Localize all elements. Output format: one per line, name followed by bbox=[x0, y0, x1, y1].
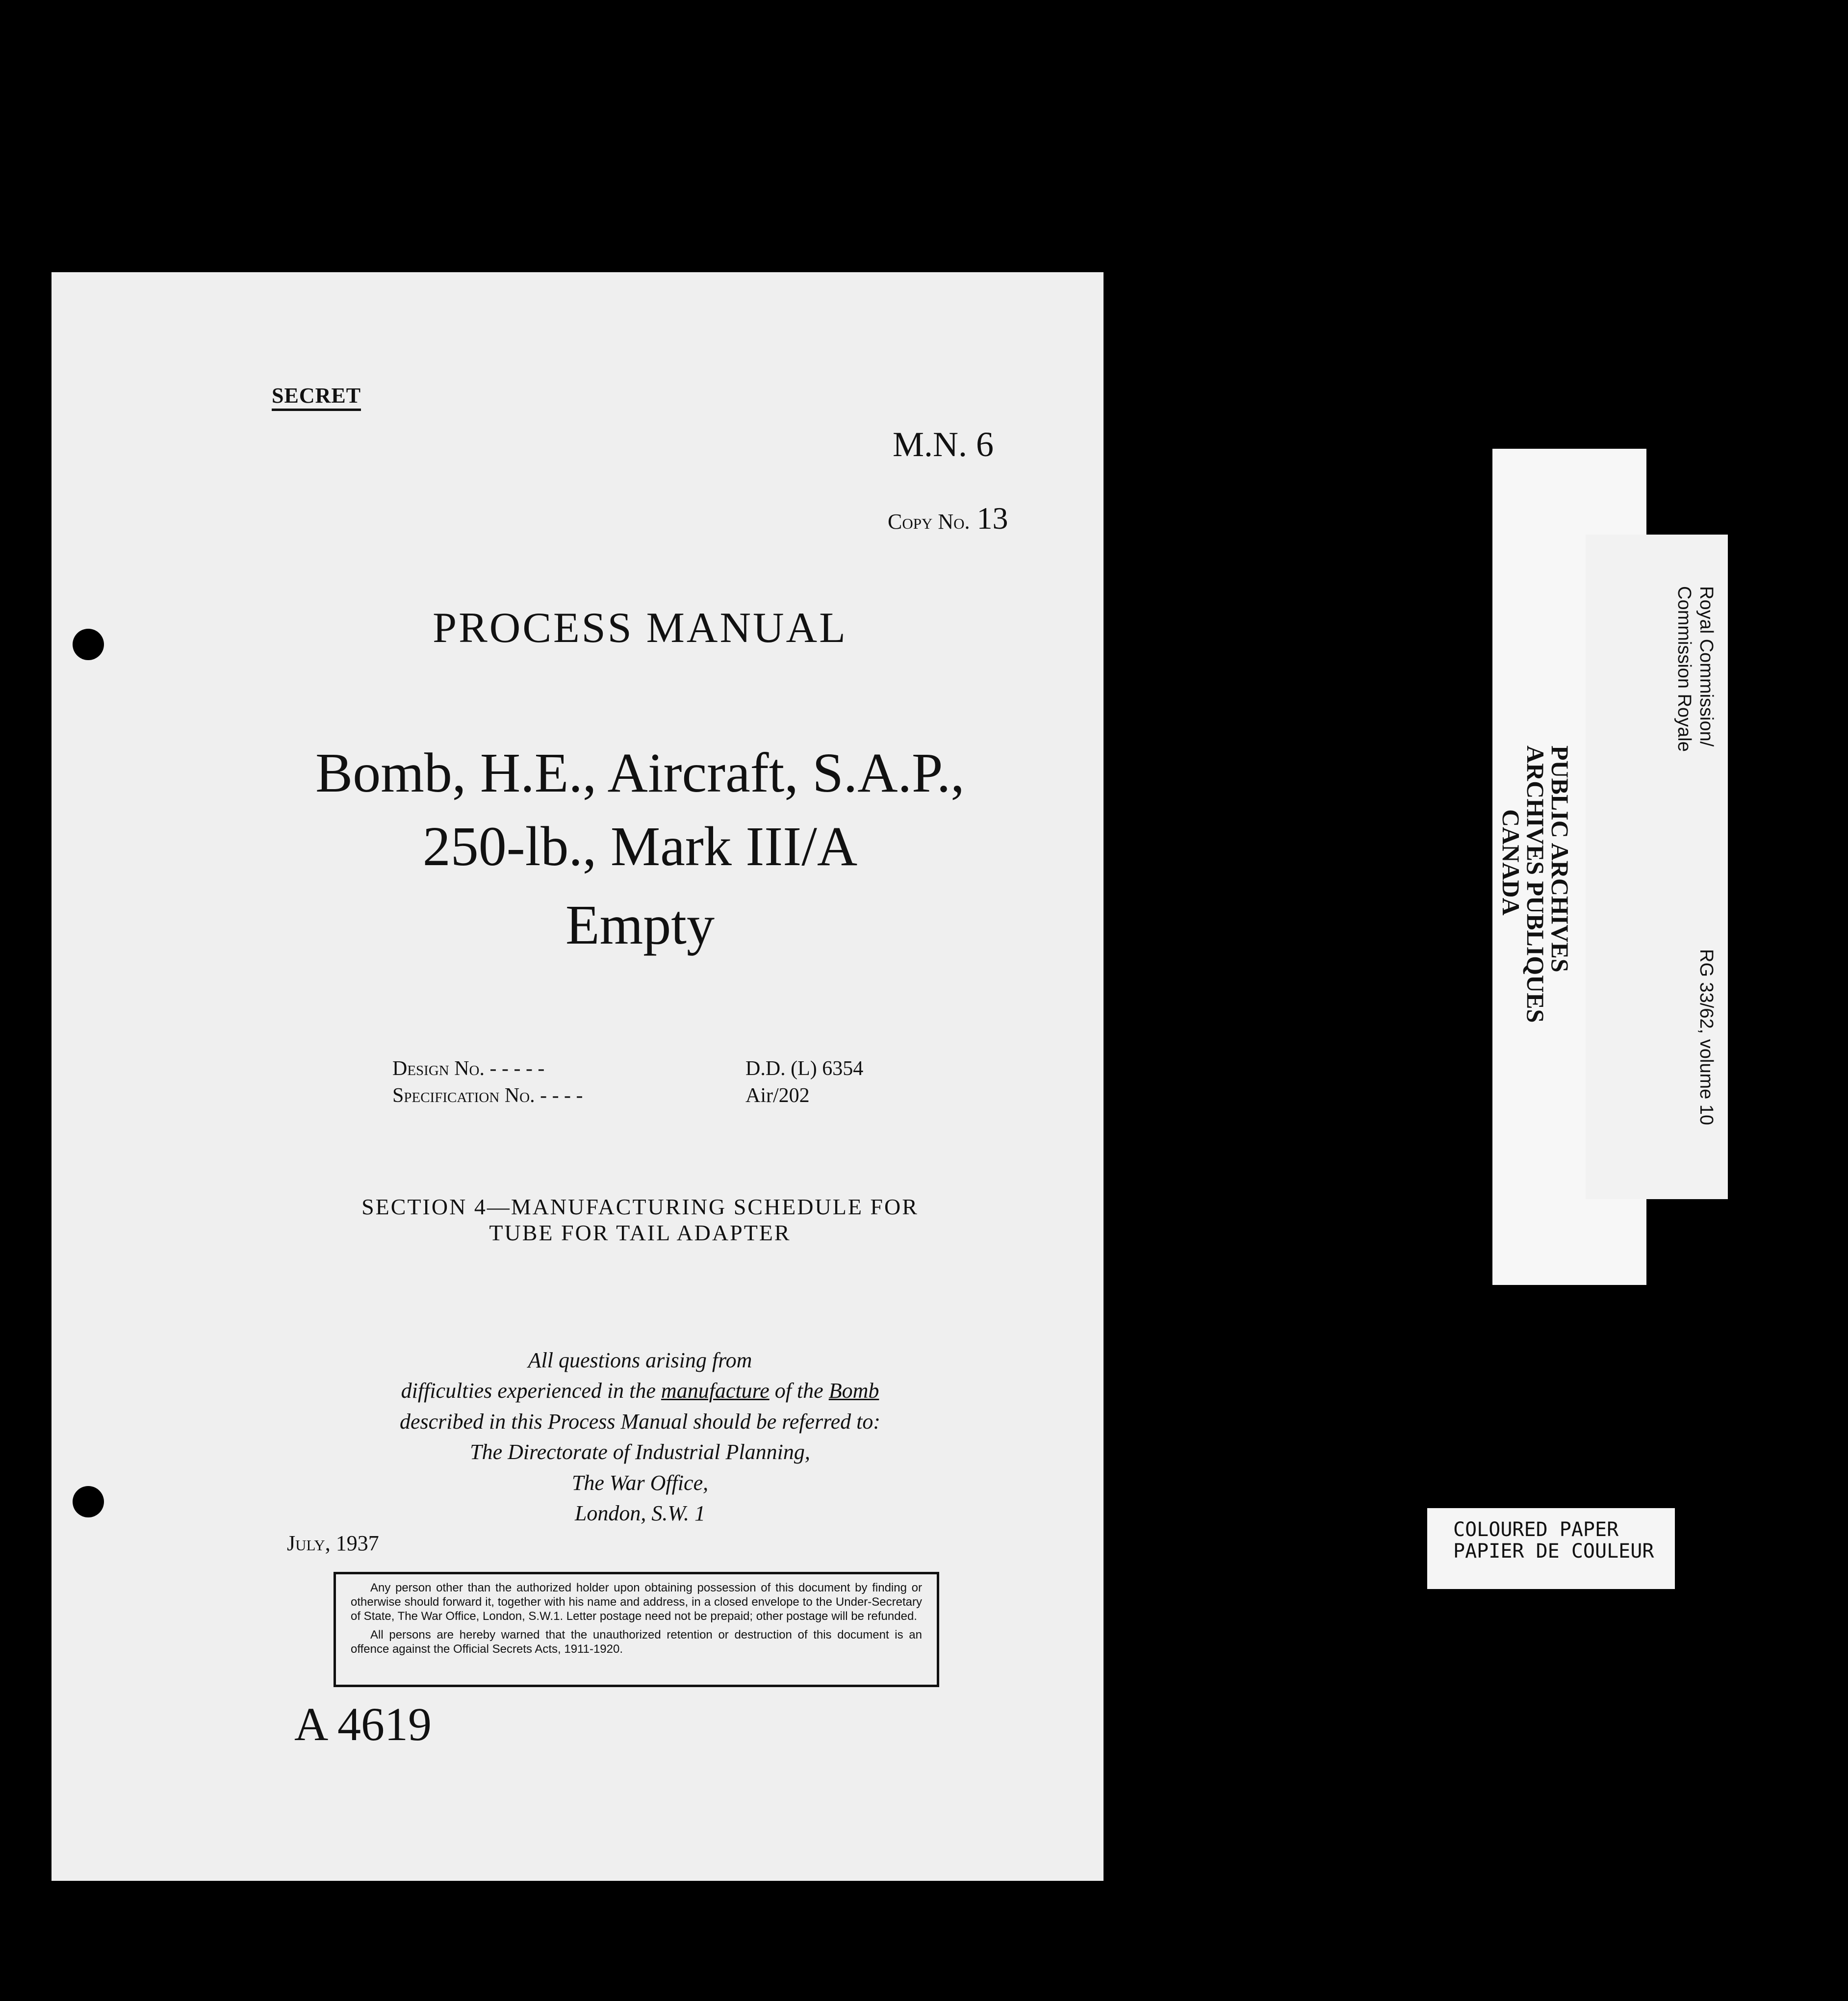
coloured-paper-label bbox=[1427, 1508, 1675, 1589]
coloured-paper-en: COLOURED PAPER bbox=[1453, 1518, 1619, 1541]
specification-value: Air/202 bbox=[745, 1084, 810, 1107]
specification-number-row bbox=[392, 1084, 810, 1107]
section-title-line-1: SECTION 4—MANUFACTURING SCHEDULE FOR bbox=[361, 1194, 919, 1219]
reference-number: A 4619 bbox=[294, 1698, 432, 1750]
coloured-paper-fr: PAPIER DE COULEUR bbox=[1453, 1540, 1654, 1563]
archives-fr: ARCHIVES PUBLIQUES bbox=[1522, 745, 1549, 1023]
query-text: of the bbox=[769, 1379, 829, 1403]
address-line-1: The Directorate of Industrial Planning, bbox=[470, 1440, 810, 1464]
underlined-word-bomb: Bomb bbox=[828, 1379, 879, 1403]
address-line-3: London, S.W. 1 bbox=[574, 1501, 706, 1525]
section-title-line-2: TUBE FOR TAIL ADAPTER bbox=[489, 1220, 791, 1245]
underlined-word-manufacture: manufacture bbox=[661, 1379, 770, 1403]
notice-paragraph-2: All persons are hereby warned that the unauthorized retention or destruction of this document is an offence against the Official Secrets Acts, 1911-1920. bbox=[351, 1628, 922, 1656]
punch-hole-icon bbox=[73, 629, 104, 660]
notice-paragraph-1: Any person other than the authorized holder upon obtaining possession of this document by finding or otherwise should forward it, together with his name and address, in a closed envelope to the Under-Secretary of State, The War Office, London, S.W.1. Letter postage need not be prepaid; other postage will be refunded. bbox=[351, 1581, 922, 1623]
commission-fr: Commission Royale bbox=[1674, 586, 1694, 752]
title-line-1: Bomb, H.E., Aircraft, S.A.P., bbox=[315, 742, 965, 804]
query-line-3: described in this Process Manual should be referred to: bbox=[399, 1410, 881, 1434]
classification-mark: SECRET bbox=[272, 385, 361, 411]
copy-label: Copy No. bbox=[888, 510, 970, 534]
specification-label: Specification No. - - - - bbox=[392, 1084, 583, 1107]
title-line-2: 250-lb., Mark III/A bbox=[422, 815, 858, 877]
manual-number: M.N. 6 bbox=[893, 425, 994, 464]
query-line-2 bbox=[51, 1378, 1229, 1403]
issue-date: July, 1937 bbox=[287, 1531, 379, 1555]
secrecy-notice-box bbox=[334, 1572, 939, 1687]
query-line-1: All questions arising from bbox=[528, 1348, 752, 1372]
commission-en: Royal Commission/ bbox=[1696, 586, 1717, 747]
design-value: D.D. (L) 6354 bbox=[745, 1057, 864, 1080]
design-number-row bbox=[392, 1057, 863, 1080]
document-heading: PROCESS MANUAL bbox=[433, 604, 847, 652]
document-page bbox=[51, 272, 1104, 1881]
archives-country: CANADA bbox=[1497, 809, 1525, 916]
address-line-2: The War Office, bbox=[571, 1471, 709, 1495]
query-text: difficulties experienced in the bbox=[401, 1379, 661, 1403]
archives-en: PUBLIC ARCHIVES bbox=[1546, 745, 1574, 973]
punch-hole-icon bbox=[73, 1486, 104, 1517]
archive-reference: RG 33/62, volume 10 bbox=[1696, 949, 1717, 1126]
title-line-3: Empty bbox=[565, 894, 715, 956]
copy-number-value: 13 bbox=[976, 501, 1008, 536]
copy-number bbox=[888, 500, 1008, 537]
design-label: Design No. - - - - - bbox=[392, 1057, 545, 1080]
